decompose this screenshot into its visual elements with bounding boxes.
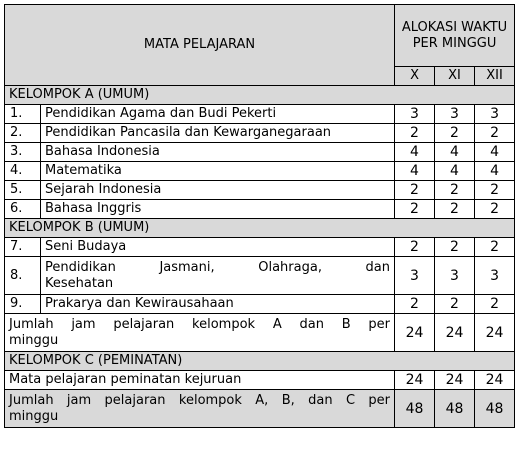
hours-x: 2	[395, 181, 435, 200]
total-abc-xii: 48	[475, 390, 515, 428]
row-number: 5.	[5, 181, 41, 200]
subject-name: Seni Budaya	[41, 238, 395, 257]
hours-xi: 4	[435, 162, 475, 181]
group-b-title: KELOMPOK B (UMUM)	[5, 219, 515, 238]
hours-x: 3	[395, 105, 435, 124]
subject-name: Bahasa Inggris	[41, 200, 395, 219]
total-abc-xi: 48	[435, 390, 475, 428]
hours-x: 2	[395, 124, 435, 143]
row-number: 1.	[5, 105, 41, 124]
subject-name: Pendidikan Agama dan Budi Pekerti	[41, 105, 395, 124]
hours-xii: 2	[475, 238, 515, 257]
hours-xii: 3	[475, 105, 515, 124]
hours-xii: 24	[475, 371, 515, 390]
subject-name: Mata pelajaran peminatan kejuruan	[5, 371, 395, 390]
table-row	[5, 295, 515, 314]
curriculum-table	[4, 4, 515, 428]
row-number: 9.	[5, 295, 41, 314]
total-abc-line1: Jumlah jam pelajaran kelompok A, B, dan C per	[9, 392, 391, 408]
hours-xi: 2	[435, 181, 475, 200]
subject-name: Pendidikan Pancasila dan Kewarganegaraan	[41, 124, 395, 143]
subject-header: MATA PELAJARAN	[5, 5, 395, 86]
total-ab-line1: Jumlah jam pelajaran kelompok A dan B per	[9, 316, 391, 332]
table-row	[5, 124, 515, 143]
row-number: 8.	[5, 257, 41, 295]
total-ab-row	[5, 314, 515, 352]
hours-xi: 2	[435, 295, 475, 314]
hours-x: 3	[395, 257, 435, 295]
grade-xi-header: XI	[435, 67, 475, 86]
group-c-title: KELOMPOK C (PEMINATAN)	[5, 352, 515, 371]
table-row	[5, 105, 515, 124]
subject-name: Prakarya dan Kewirausahaan	[41, 295, 395, 314]
row-number: 7.	[5, 238, 41, 257]
table-row	[5, 181, 515, 200]
table-row	[5, 200, 515, 219]
total-ab-line2: minggu	[9, 332, 59, 348]
table-row	[5, 371, 515, 390]
row-number: 4.	[5, 162, 41, 181]
row-number: 2.	[5, 124, 41, 143]
allocation-header: ALOKASI WAKTU PER MINGGU	[395, 5, 515, 67]
hours-x: 4	[395, 143, 435, 162]
hours-xii: 2	[475, 124, 515, 143]
grade-xii-header: XII	[475, 67, 515, 86]
subject-name-line2: Kesehatan	[45, 275, 114, 291]
subject-name: Matematika	[41, 162, 395, 181]
hours-xii: 2	[475, 181, 515, 200]
hours-xii: 2	[475, 295, 515, 314]
subject-name: Bahasa Indonesia	[41, 143, 395, 162]
hours-xi: 2	[435, 200, 475, 219]
total-abc-x: 48	[395, 390, 435, 428]
subject-name	[41, 257, 395, 295]
hours-xi: 3	[435, 257, 475, 295]
table-row	[5, 162, 515, 181]
total-ab-xi: 24	[435, 314, 475, 352]
table-row	[5, 143, 515, 162]
table-row	[5, 238, 515, 257]
hours-xi: 2	[435, 124, 475, 143]
hours-x: 2	[395, 200, 435, 219]
subject-name: Sejarah Indonesia	[41, 181, 395, 200]
hours-xii: 3	[475, 257, 515, 295]
hours-xii: 4	[475, 162, 515, 181]
total-ab-xii: 24	[475, 314, 515, 352]
row-number: 3.	[5, 143, 41, 162]
hours-xi: 24	[435, 371, 475, 390]
hours-x: 24	[395, 371, 435, 390]
total-ab-x: 24	[395, 314, 435, 352]
hours-xii: 2	[475, 200, 515, 219]
subject-name-line1: Pendidikan Jasmani, Olahraga, dan	[45, 259, 391, 275]
row-number: 6.	[5, 200, 41, 219]
grade-x-header: X	[395, 67, 435, 86]
hours-x: 2	[395, 238, 435, 257]
hours-xii: 4	[475, 143, 515, 162]
total-ab-label	[5, 314, 395, 352]
curriculum-table-container	[4, 4, 515, 428]
hours-xi: 4	[435, 143, 475, 162]
total-abc-row	[5, 390, 515, 428]
hours-xi: 3	[435, 105, 475, 124]
total-abc-line2: minggu	[9, 408, 59, 424]
total-abc-label	[5, 390, 395, 428]
group-a-title: KELOMPOK A (UMUM)	[5, 86, 515, 105]
hours-x: 4	[395, 162, 435, 181]
hours-xi: 2	[435, 238, 475, 257]
hours-x: 2	[395, 295, 435, 314]
table-row	[5, 257, 515, 295]
